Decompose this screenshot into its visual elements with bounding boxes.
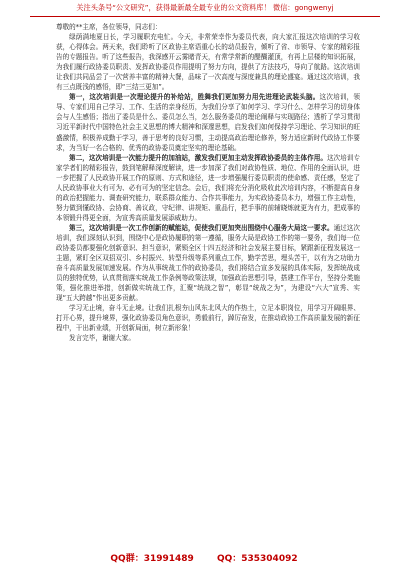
section-2-text: 这次培训专家学者们的精彩报告，鼓到笔解释深度解读，进一步加深了我们对政协性质、地位、作用的全面认识，进一步把握了人民政协开展工作的原则、方式和途径，进一步增强履行委员职责的使命感、责任感，坚定了人民政协事业大有可为、必有可为的坚定信念。会后，我们将充分消化吸收此次培训内容，不断提高自身的政治把握能力、调查研究能力，联系群众能力、合作共事能力，为实政协委员本力，增强工作主动性，努力做到懂政协、会协商、善议政，守纪律、讲规矩、重品行，把手事的前辅晓炼就更为有力，把成事的本领锻升得更全面，为宣秀高质量发展添威助力。 (56, 153, 360, 222)
page-header-banner: 关注头条号“公文研究”，获得最新最全最专业的公文资料库！ 微信：gongwenyj (30, 0, 380, 17)
section-1-paragraph (56, 92, 360, 152)
closing-line: 发言完毕，谢谢大家。 (69, 334, 135, 343)
section-3-paragraph (56, 223, 360, 303)
intro-paragraph: 绿荫满地夏日长，学习履职充电忙。今天，非常荣幸作为委员代表，向大家汇报这次培训的学习收获，心得体会。两天来，我们聆听了区政协主席语重心长的动员报告，倾听了省、市领导、专家的精彩报告的专题报告。听了这些报告，我深感开云雾睹青天，有常学常新的醍醐灌顶，有再上层楼的知识拓展，为我们履行政协委员职责、发挥政协委员作用提明了努力方向，提供了方法技巧，导向了航路。这次培训让我们共同品尝了一次营养丰富的精神大餐，品味了一次高度与深度兼具的理论盛宴。通过这次培训，我有三点既浅的感悟，即“三结三更加”。 (56, 33, 360, 92)
section-1-heading: 第一，这次培训是一次理论提升的补给站，胜舞我们更加努力用先进理论武装头脑。 (69, 93, 320, 102)
section-3-text: 通过这次培训，我们深刻认识到，围绕中心是政协履职的第一遵循，服务大局是政协工作的第一要务，我们每一位政协委员都要强化创新意识、担当意识，紧锁全区十四五经济和社会发展主要目标，紧跟新征程发展这一主题，紧盯全区双招双引、乡村振兴、转型升级等系列重点工作，勤学苦思，埋头苦干，以有为之功助力奋斗高质量发展加速发展。作为从事统战工作的政协委员，我们将结合宣多发展的具体实际，发挥统战成员的独特优势，认真贯彻落实统战工作条例等政策法规，加强政治思想引导，搭建工作平台，坚持分类施策，强化推进举措，创新做实统战工作，汇聚“统战之智”，彰显“统战之为”，为建设“六大”宣秀、实现“五大跨越”作出更多贡献。 (56, 223, 360, 303)
conclusion-paragraph: 学习无止境，奋斗无止境。让我们扎根夯山风东北风大的作热土，立足本职岗位，用学习开阔眼界、打开心界，提升境界，强化政协委员角色意识，勇毅前行，踔厉奋发，在推动政协工作高质量发展的新征程中，干出新业绩，开创新局面，树立新形象！ (56, 304, 360, 333)
section-3-heading: 第三，这次培训是一次工作创新的赋能站，促使我们更加突出围绕中心服务大局这一要求。 (69, 223, 334, 232)
document-body (56, 22, 360, 532)
footer-qq: QQ：535304092 (216, 554, 298, 564)
page-footer (0, 551, 408, 564)
section-2-heading: 第二，这次培训是一次能力提升的加油站，激发我们更加主动发挥政协委员的主体作用。 (69, 153, 327, 162)
salutation: 尊敬的**主席，各位领导，同志们： (56, 23, 162, 31)
footer-qq-group: QQ群：31991489 (110, 554, 194, 564)
section-2-paragraph (56, 153, 360, 223)
section-1-text: 这次培训，领导、专家们用自己学习、工作、生活的亲身经历，为我们分享了如何学习、学习什么、怎样学习的切身体会与人生感悟；指出了委员是什么、委员怎么当，怎么服务委员的理论阐释与实现路径；透析了学习贯彻习近平新时代中国特色社会主义思想的博大精神和深邃思想，启发我们如何保持学习理论、学习知识的旺盛激情，积极养成勤于学习，善于思考的良好习惯，主动提高政治理论修养，努力适应新时代政协工作要求，为当好一名合格的、优秀的政协委员奠定坚实的理论基础。 (56, 93, 360, 152)
